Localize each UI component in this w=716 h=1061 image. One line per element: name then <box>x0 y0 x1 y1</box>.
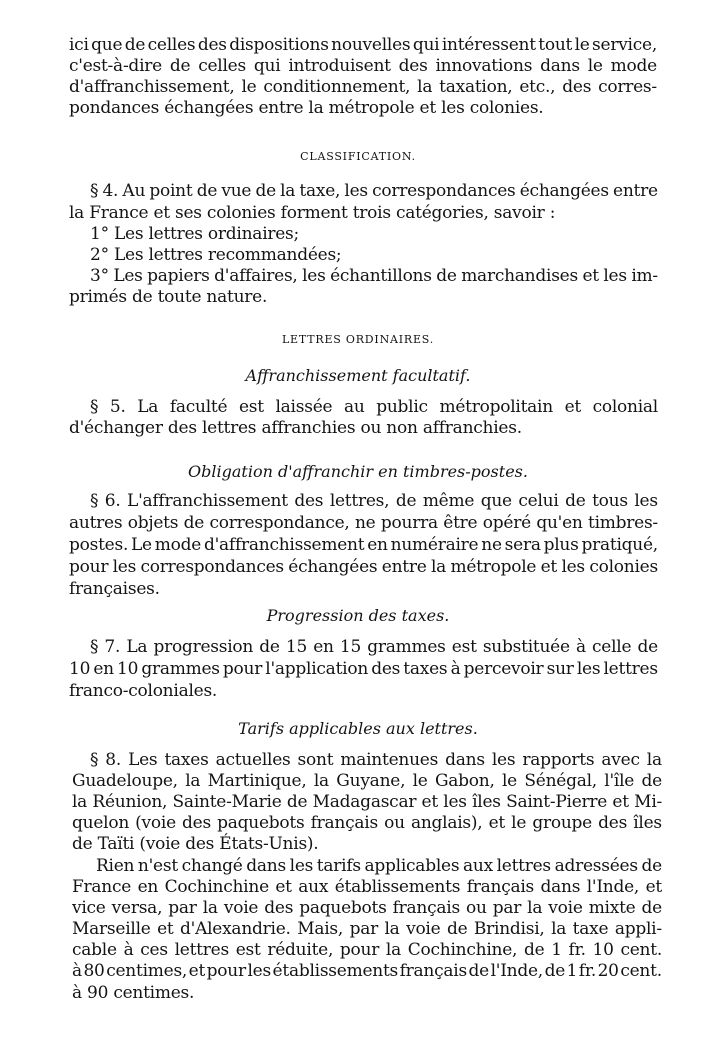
text-line: 10 en 10 grammes pour l'application des taxes à percevoir sur les lettres <box>69 659 658 679</box>
text-line: pondances échangées entre la métropole et les colonies. <box>69 98 544 118</box>
text-line: Rien n'est changé dans les tarifs applicables aux lettres adressées de <box>96 856 662 876</box>
text-line: Guadeloupe, la Martinique, la Guyane, le Gabon, le Sénégal, l'île de <box>72 771 662 791</box>
text-line: la France et ses colonies forment trois catégories, savoir : <box>69 203 556 223</box>
subsection-heading: Progression des taxes. <box>266 606 450 625</box>
list-item: 1° Les lettres ordinaires; <box>90 224 300 244</box>
text-line: quelon (voie des paquebots français ou anglais), et le groupe des îles <box>72 813 662 833</box>
list-item: 2° Les lettres recommandées; <box>90 245 342 265</box>
list-item: 3° Les papiers d'affaires, les échantillons de marchandises et les im- <box>90 266 658 286</box>
text-line: § 4. Au point de vue de la taxe, les correspondances échangées entre <box>90 181 658 201</box>
text-line: vice versa, par la voie des paquebots français ou par la voie mixte de <box>72 898 662 918</box>
text-line: Marseille et d'Alexandrie. Mais, par la voie de Brindisi, la taxe appli- <box>72 919 662 939</box>
text-line: § 7. La progression de 15 en 15 grammes est substituée à celle de <box>90 637 658 657</box>
text-line: § 8. Les taxes actuelles sont maintenues dans les rapports avec la <box>90 750 662 770</box>
text-line: § 5. La faculté est laissée au public métropolitain et colonial <box>90 397 658 417</box>
text-line: § 6. L'affranchissement des lettres, de même que celui de tous les <box>90 491 658 511</box>
text-line: à 90 centimes. <box>72 983 195 1003</box>
subsection-heading: Obligation d'affranchir en timbres-postes. <box>188 462 528 481</box>
subsection-heading: Tarifs applicables aux lettres. <box>238 719 478 738</box>
subsection-heading: Affranchissement facultatif. <box>245 366 471 385</box>
text-line: postes. Le mode d'affranchissement en numéraire ne sera plus pratiqué, <box>69 535 658 555</box>
text-line: France en Cochinchine et aux établissements français dans l'Inde, et <box>72 877 662 897</box>
text-line: d'échanger des lettres affranchies ou non affranchies. <box>69 418 522 438</box>
text-line: ici que de celles des dispositions nouvelles qui intéressent tout le service, <box>69 35 657 55</box>
text-line: c'est-à-dire de celles qui introduisent des innovations dans le mode <box>69 56 657 76</box>
text-line: la Réunion, Sainte-Marie de Madagascar et les îles Saint-Pierre et Mi- <box>72 792 662 812</box>
text-line: cable à ces lettres est réduite, pour la Cochinchine, de 1 fr. 10 cent. <box>72 940 662 960</box>
text-line: d'affranchissement, le conditionnement, la taxation, etc., des corres- <box>69 77 657 97</box>
text-line: autres objets de correspondance, ne pourra être opéré qu'en timbres- <box>69 513 658 533</box>
text-line: franco-coloniales. <box>69 681 218 701</box>
text-line: à 80 centimes, et pour les établissements français de l'Inde, de 1 fr. 20 cent. <box>72 961 662 981</box>
text-line: primés de toute nature. <box>69 287 268 307</box>
section-heading: CLASSIFICATION. <box>300 150 416 163</box>
section-heading: LETTRES ORDINAIRES. <box>281 333 435 346</box>
text-line: de Taïti (voie des États-Unis). <box>72 834 319 854</box>
text-line: françaises. <box>69 579 160 599</box>
text-line: pour les correspondances échangées entre la métropole et les colonies <box>69 557 658 577</box>
